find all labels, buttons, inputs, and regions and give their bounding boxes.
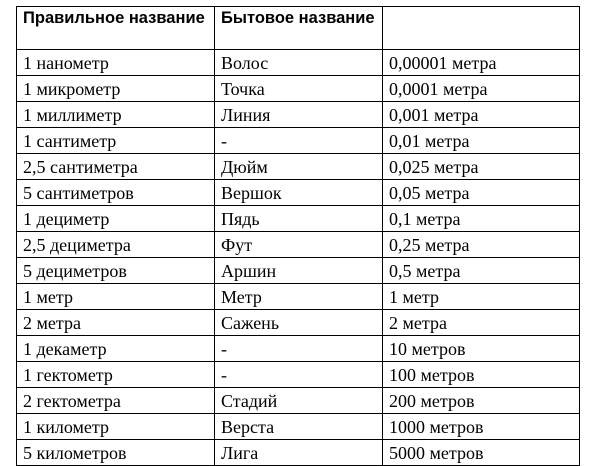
value-cell: 0,5 метра [383, 258, 580, 284]
common-name-cell: Лига [215, 440, 383, 466]
table-row [17, 76, 580, 102]
proper-name-cell: 2 метра [17, 310, 215, 336]
common-name-cell: Волос [215, 50, 383, 76]
value-cell: 0,05 метра [383, 180, 580, 206]
value-cell: 1000 метров [383, 414, 580, 440]
value-cell: 100 метров [383, 362, 580, 388]
value-cell: 0,0001 метра [383, 76, 580, 102]
header-proper-name: Правильное название [17, 7, 215, 50]
common-name-cell: Аршин [215, 258, 383, 284]
proper-name-cell: 1 гектометр [17, 362, 215, 388]
header-common-name: Бытовое название [215, 7, 383, 50]
proper-name-cell: 1 декаметр [17, 336, 215, 362]
value-cell: 0,25 метра [383, 232, 580, 258]
table-row [17, 440, 580, 466]
table-row [17, 362, 580, 388]
common-name-cell: Вершок [215, 180, 383, 206]
value-cell: 0,01 метра [383, 128, 580, 154]
units-table [16, 6, 580, 466]
common-name-cell: Дюйм [215, 154, 383, 180]
table-row [17, 154, 580, 180]
proper-name-cell: 1 миллиметр [17, 102, 215, 128]
common-name-cell: Точка [215, 76, 383, 102]
value-cell: 0,00001 метра [383, 50, 580, 76]
common-name-cell: - [215, 336, 383, 362]
proper-name-cell: 1 дециметр [17, 206, 215, 232]
proper-name-cell: 2 гектометра [17, 388, 215, 414]
table-body [17, 50, 580, 466]
common-name-cell: - [215, 362, 383, 388]
value-cell: 1 метр [383, 284, 580, 310]
proper-name-cell: 1 сантиметр [17, 128, 215, 154]
table-row [17, 206, 580, 232]
value-cell: 0,001 метра [383, 102, 580, 128]
proper-name-cell: 1 нанометр [17, 50, 215, 76]
table-row [17, 284, 580, 310]
units-table-container [16, 6, 580, 466]
table-row [17, 180, 580, 206]
common-name-cell: - [215, 128, 383, 154]
header-value [383, 7, 580, 50]
table-row [17, 102, 580, 128]
table-row [17, 310, 580, 336]
value-cell: 0,1 метра [383, 206, 580, 232]
table-row [17, 50, 580, 76]
common-name-cell: Верста [215, 414, 383, 440]
proper-name-cell: 1 километр [17, 414, 215, 440]
common-name-cell: Линия [215, 102, 383, 128]
common-name-cell: Метр [215, 284, 383, 310]
table-row [17, 258, 580, 284]
proper-name-cell: 1 метр [17, 284, 215, 310]
table-row [17, 336, 580, 362]
proper-name-cell: 2,5 дециметра [17, 232, 215, 258]
table-header-row [17, 7, 580, 50]
proper-name-cell: 5 сантиметров [17, 180, 215, 206]
value-cell: 2 метра [383, 310, 580, 336]
common-name-cell: Фут [215, 232, 383, 258]
proper-name-cell: 2,5 сантиметра [17, 154, 215, 180]
table-row [17, 128, 580, 154]
proper-name-cell: 1 микрометр [17, 76, 215, 102]
value-cell: 0,025 метра [383, 154, 580, 180]
value-cell: 10 метров [383, 336, 580, 362]
common-name-cell: Сажень [215, 310, 383, 336]
table-row [17, 414, 580, 440]
table-row [17, 388, 580, 414]
value-cell: 5000 метров [383, 440, 580, 466]
proper-name-cell: 5 дециметров [17, 258, 215, 284]
common-name-cell: Пядь [215, 206, 383, 232]
common-name-cell: Стадий [215, 388, 383, 414]
value-cell: 200 метров [383, 388, 580, 414]
table-row [17, 232, 580, 258]
proper-name-cell: 5 километров [17, 440, 215, 466]
